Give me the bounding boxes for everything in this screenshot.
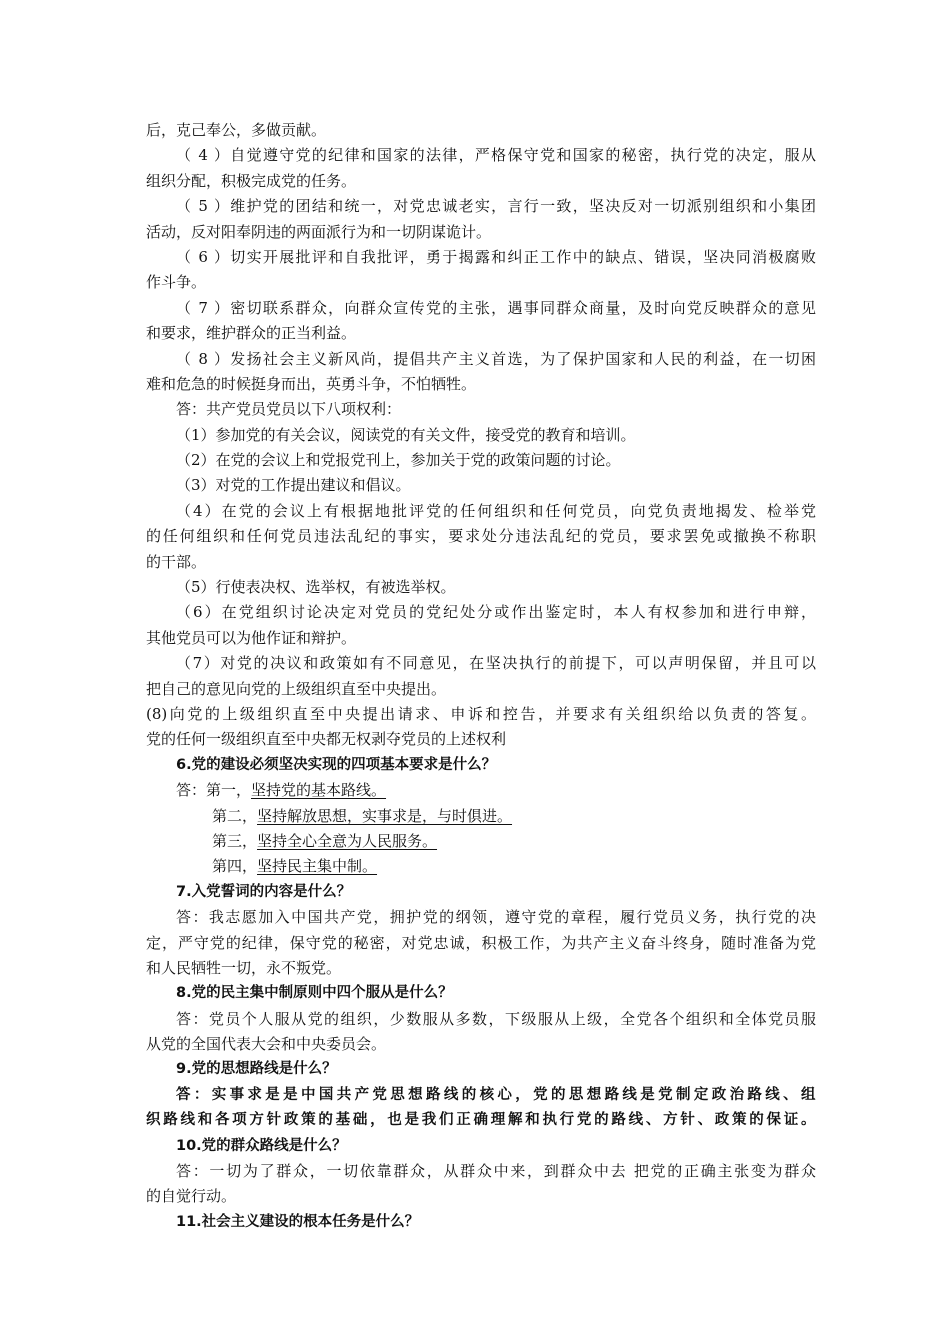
q8-answer-line-1: 答：党员个人服从党的组织，少数服从多数，下级服从上级，全党各个组织和全体党员服 xyxy=(176,1009,816,1028)
right-7-line-1: （7）对党的决议和政策如有不同意见，在坚决执行的前提下，可以声明保留，并且可以 xyxy=(176,654,816,673)
q6-answer-1 xyxy=(146,778,816,803)
q6-answer-3-prefix: 第三， xyxy=(212,831,258,850)
right-1: （1）参加党的有关会议，阅读党的有关文件，接受党的教育和培训。 xyxy=(176,425,636,444)
duty-6-line-1: （ 6 ）切实开展批评和自我批评，勇于揭露和纠正工作中的缺点、错误，坚决同消极腐败 xyxy=(176,247,816,266)
question-8-heading: 8.党的民主集中制原则中四个服从是什么？ xyxy=(176,985,453,1002)
q6-answer-4 xyxy=(146,854,816,879)
q8-answer-line-2: 从党的全国代表大会和中央委员会。 xyxy=(146,1035,387,1054)
right-6-line-2: 其他党员可以为他作证和辩护。 xyxy=(146,628,357,647)
right-6-line-1: （6）在党组织讨论决定对党员的党纪处分或作出鉴定时，本人有权参加和进行申辩， xyxy=(176,603,816,622)
duty-7-line-1: （ 7 ）密切联系群众，向群众宣传党的主张，遇事同群众商量，及时向党反映群众的意见 xyxy=(176,298,816,317)
rights-intro: 答：共产党员党员以下八项权利： xyxy=(176,400,402,419)
duty-5-line-1: （ 5 ）维护党的团结和统一，对党忠诚老实，言行一致，坚决反对一切派别组织和小集团 xyxy=(176,197,816,216)
q6-answer-2 xyxy=(146,804,816,829)
right-7-line-2: 把自己的意见向党的上级组织直至中央提出。 xyxy=(146,679,447,698)
right-4-line-3: 的干部。 xyxy=(146,552,207,571)
q6-answer-1-text: 坚持党的基本路线。 xyxy=(251,781,387,800)
question-11-heading: 11.社会主义建设的根本任务是什么？ xyxy=(176,1213,420,1230)
q9-answer-line-1: 答：实事求是是中国共产党思想路线的核心，党的思想路线是党制定政治路线、组 xyxy=(176,1086,816,1103)
document-page xyxy=(146,118,816,1235)
duty-6-line-2: 作斗争。 xyxy=(146,273,207,292)
right-8-line-2: 党的任何一级组织直至中央都无权剥夺党员的上述权利 xyxy=(146,730,507,749)
duty-8-line-1: （ 8 ）发扬社会主义新风尚，提倡共产主义首选，为了保护国家和人民的利益，在一切困 xyxy=(176,349,816,368)
question-10-heading: 10.党的群众路线是什么？ xyxy=(176,1137,347,1154)
q10-answer-line-2: 的自觉行动。 xyxy=(146,1187,237,1206)
q6-answer-3-text: 坚持全心全意为人民服务。 xyxy=(257,831,438,850)
q6-answer-2-prefix: 第二， xyxy=(212,806,258,825)
question-9-heading: 9.党的思想路线是什么？ xyxy=(176,1061,337,1078)
right-8-line-1: (8)向党的上级组织直至中央提出请求、申诉和控告，并要求有关组织给以负责的答复。 xyxy=(146,704,816,723)
q6-answer-4-text: 坚持民主集中制。 xyxy=(257,857,378,876)
question-6-heading: 6.党的建设必须坚决实现的四项基本要求是什么？ xyxy=(176,756,497,773)
right-4-line-1: （4）在党的会议上有根据地批评党的任何组织和任何党员，向党负责地揭发、检举党 xyxy=(176,501,816,520)
duty-8-line-2: 难和危急的时候挺身而出，英勇斗争，不怕牺牲。 xyxy=(146,374,477,393)
q7-answer-line-2: 定，严守党的纪律，保守党的秘密，对党忠诚，积极工作，为共产主义奋斗终身，随时准备为党 xyxy=(146,933,816,952)
question-7-heading: 7.入党誓词的内容是什么？ xyxy=(176,883,352,900)
q7-answer-line-1: 答：我志愿加入中国共产党，拥护党的纲领，遵守党的章程，履行党员义务，执行党的决 xyxy=(176,908,816,927)
right-5: （5）行使表决权、选举权，有被选举权。 xyxy=(176,578,456,597)
duty-7-line-2: 和要求，维护群众的正当利益。 xyxy=(146,324,357,343)
q6-answer-3 xyxy=(146,829,816,854)
duty-4-line-1: （ 4 ）自觉遵守党的纪律和国家的法律，严格保守党和国家的秘密，执行党的决定，服从 xyxy=(176,146,816,165)
duties-tail: 后，克己奉公，多做贡献。 xyxy=(146,121,327,139)
right-3: （3）对党的工作提出建议和倡议。 xyxy=(176,476,411,495)
q9-answer-line-2: 织路线和各项方针政策的基础，也是我们正确理解和执行党的路线、方针、政策的保证。 xyxy=(146,1112,816,1129)
q10-answer-line-1: 答：一切为了群众，一切依靠群众，从群众中来，到群众中去 把党的正确主张变为群众 xyxy=(176,1162,816,1181)
q6-answer-1-prefix: 答：第一， xyxy=(176,781,252,800)
q6-answer-4-prefix: 第四， xyxy=(212,857,258,876)
right-2: （2）在党的会议上和党报党刊上，参加关于党的政策问题的讨论。 xyxy=(176,451,621,470)
duty-5-line-2: 活动，反对阳奉阴违的两面派行为和一切阴谋诡计。 xyxy=(146,222,492,241)
duty-4-line-2: 组织分配，积极完成党的任务。 xyxy=(146,171,357,190)
q6-answer-2-text: 坚持解放思想，实事求是，与时俱进。 xyxy=(257,806,513,825)
right-4-line-2: 的任何组织和任何党员违法乱纪的事实，要求处分违法乱纪的党员，要求罢免或撤换不称职 xyxy=(146,527,816,546)
q7-answer-line-3: 和人民牺牲一切，永不叛党。 xyxy=(146,958,342,977)
